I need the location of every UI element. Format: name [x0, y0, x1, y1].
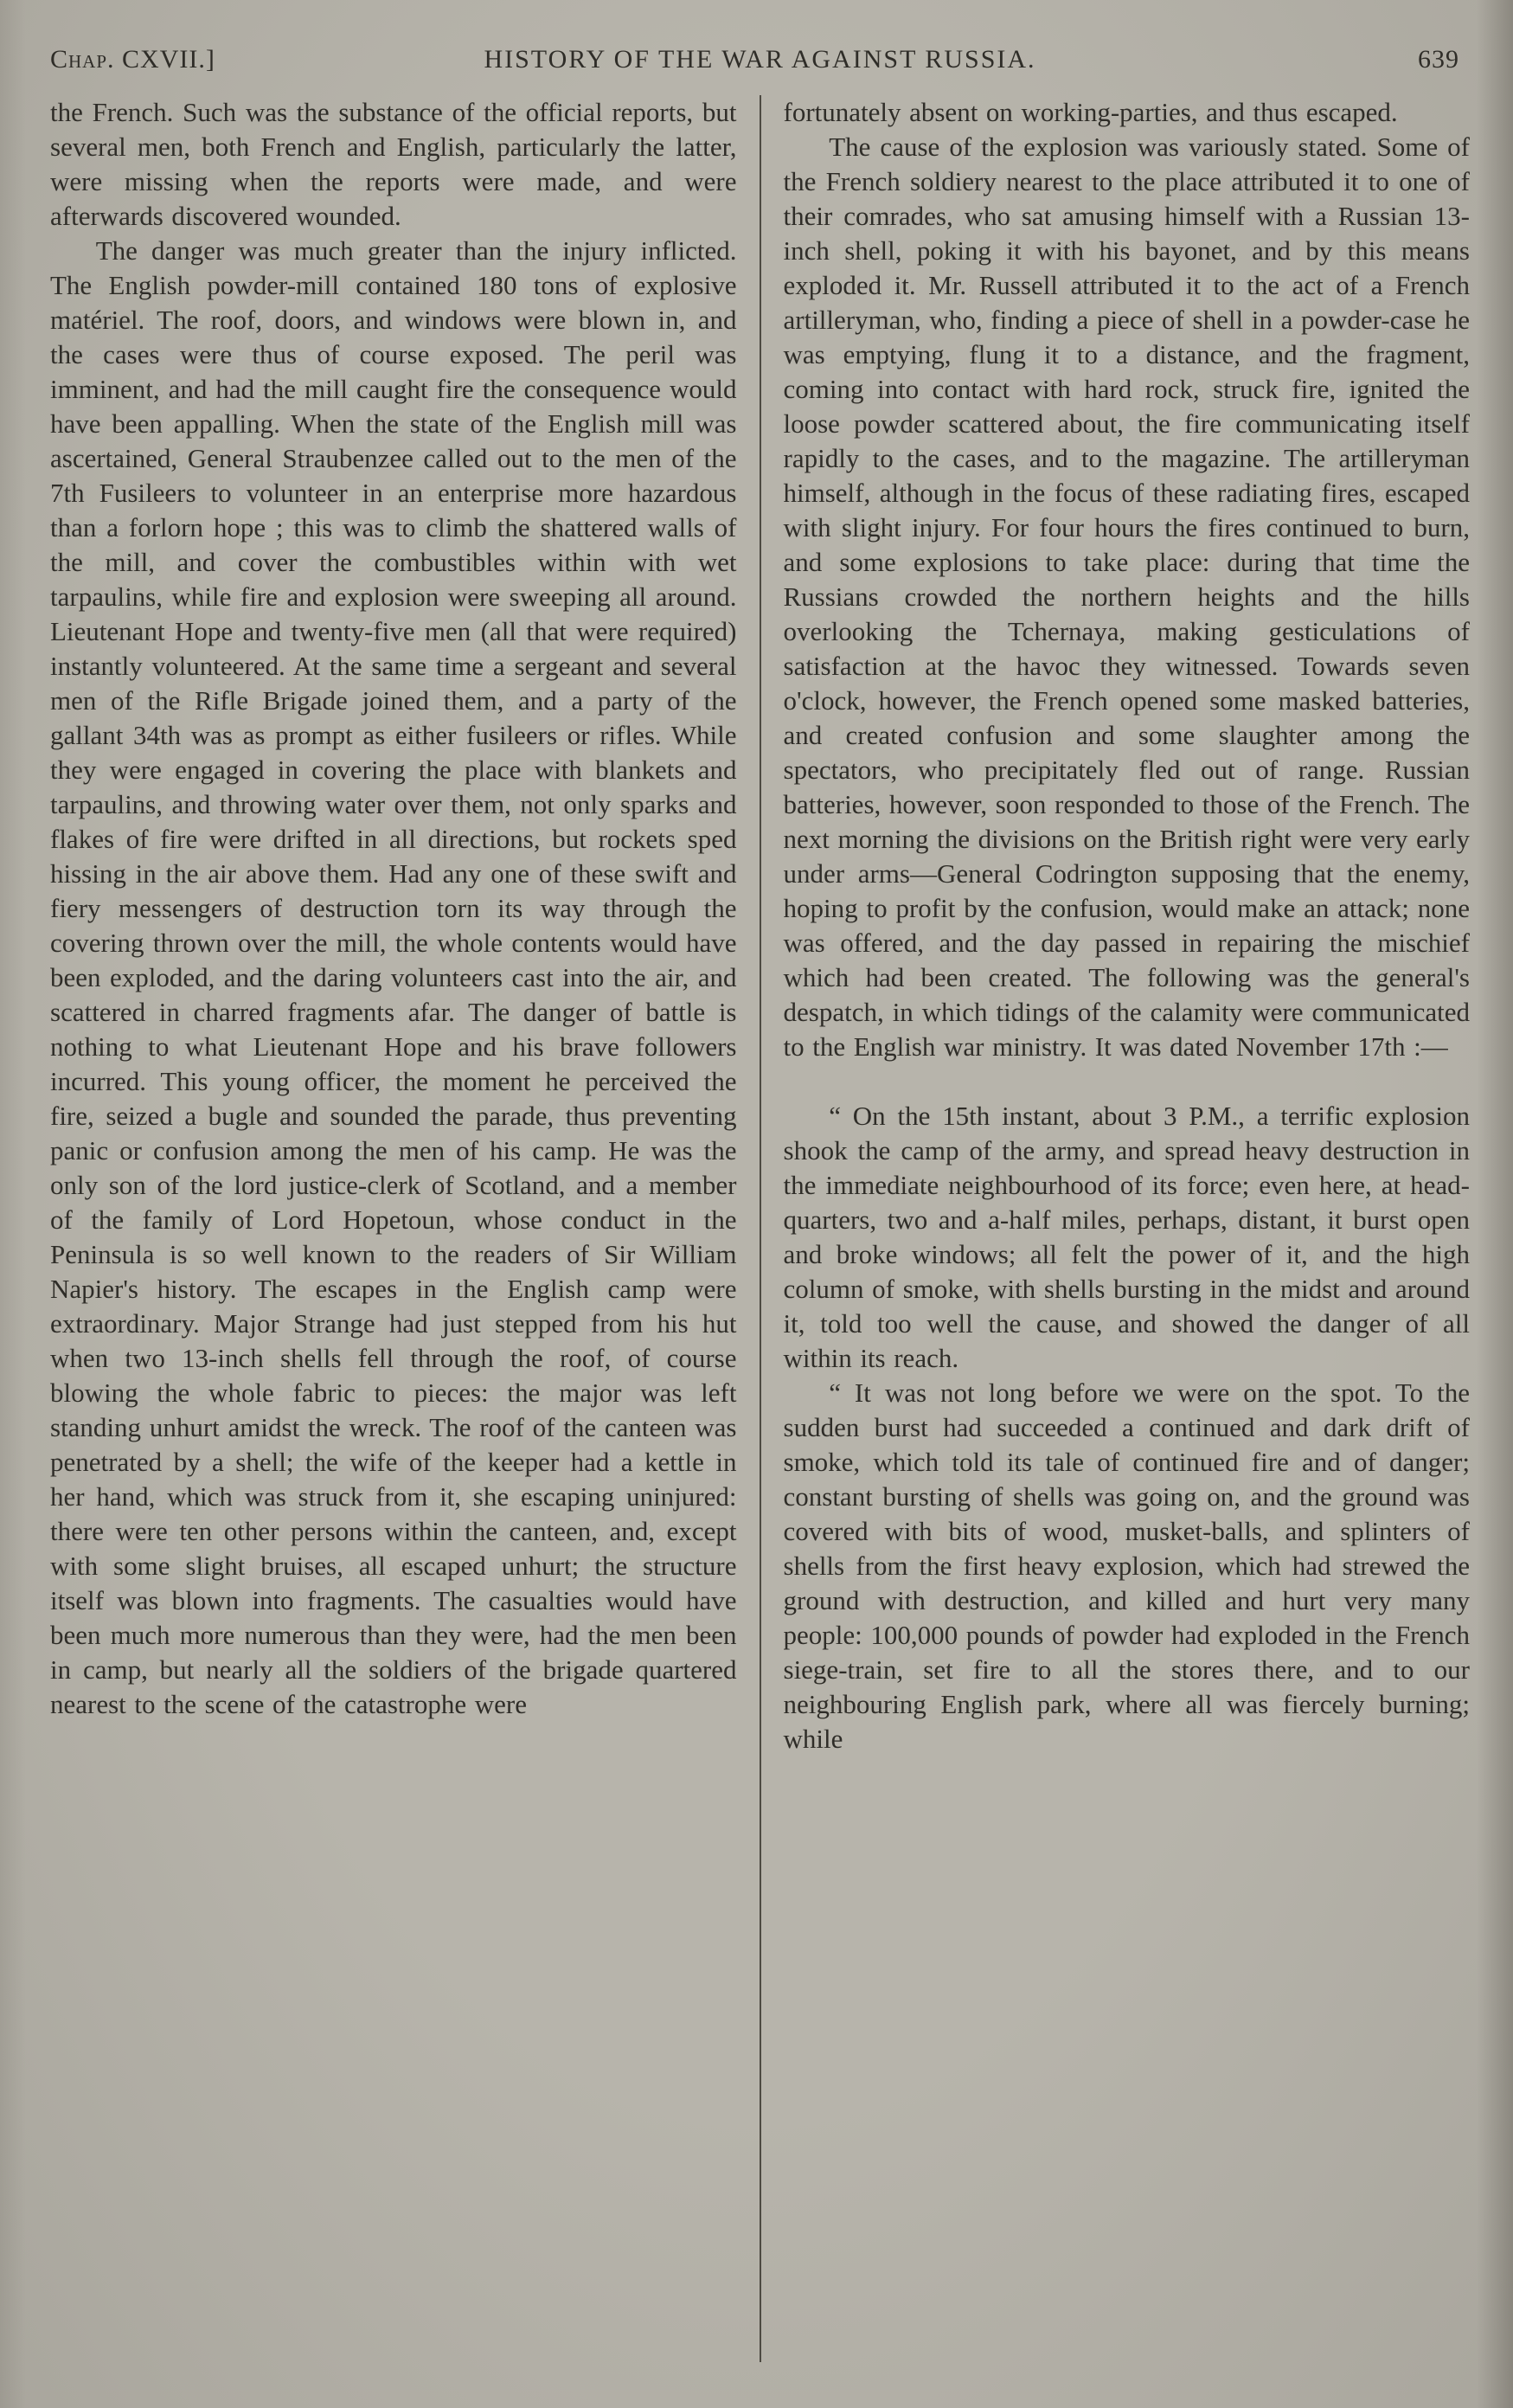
right-column	[761, 95, 1471, 2362]
page-number: 639	[1418, 45, 1459, 74]
left-column	[50, 95, 760, 2362]
paragraph-despatch-first: “ On the 15th instant, about 3 P.M., a terrific explosion shook the camp of the army, and spread heavy destruction in the immediate neighbourhood of its force; even here, at head-quarters, two and a-half miles, perhaps, distant, it burst open and broke windows; all felt the power of it, and the high column of smoke, with shells bursting in the midst and around it, told too well the cause, and showed the danger of all within its reach.	[783, 1101, 1470, 1373]
text-columns	[50, 95, 1470, 2362]
page-header	[50, 45, 1470, 83]
paragraph-right-continuation: fortunately absent on working-parties, and thus escaped.	[783, 97, 1398, 127]
paragraph-left-continuation: the French. Such was the substance of the official reports, but several men, both French and English, particularly the latter, were missing when the reports were made, and were afterwards discovered wounded.	[50, 97, 737, 231]
page-title: HISTORY OF THE WAR AGAINST RUSSIA.	[484, 45, 1036, 74]
paragraph-right-cause: The cause of the explosion was variously stated. Some of the French soldiery nearest to the place attributed it to one of their comrades, who sat amusing himself with a Russian 13-inch shell, poking it with his bayonet, and by this means exploded it. Mr. Russell attributed it to the act of a French artilleryman, who, finding a piece of shell in a powder-case he was emptying, flung it to a distance, and the fragment, coming into contact with hard rock, struck fire, ignited the loose powder scattered about, the fire communicating itself rapidly to the cases, and to the magazine. The artilleryman himself, although in the focus of these radiating fires, escaped with slight injury. For four hours the fires continued to burn, and some explosions to take place: during that time the Russians crowded the northern heights and the hills overlooking the Tchernaya, making gesticulations of satisfaction at the havoc they witnessed. Towards seven o'clock, however, the French opened some masked batteries, and created confusion and some slaughter among the spectators, who precipitately fled out of range. Russian batteries, however, soon responded to those of the French. The next morning the divisions on the British right were very early under arms—General Codrington supposing that the enemy, hoping to profit by the confusion, would make an attack; none was offered, and the day passed in repairing the mischief which had been created. The following was the general's despatch, in which tidings of the calamity were communicated to the English war ministry. It was dated November 17th :—	[783, 132, 1470, 1062]
chapter-label: Chap. CXVII.]	[50, 45, 215, 74]
paragraph-despatch-second: “ It was not long before we were on the spot. To the sudden burst had succeeded a continued and dark drift of smoke, which told its tale of continued fire and of danger; constant bursting of shells was going on, and the ground was covered with bits of wood, musket-balls, and splinters of shells from the first heavy explosion, which had strewed the ground with destruction, and killed and hurt very many people: 100,000 pounds of powder had exploded in the French siege-train, set fire to all the stores there, and to our neighbouring English park, where all was fiercely burning; while	[783, 1377, 1470, 1754]
paragraph-left-danger: The danger was much greater than the injury inflicted. The English powder-mill contained 180 tons of explosive matériel. The roof, doors, and windows were blown in, and the cases were thus of course exposed. The peril was imminent, and had the mill caught fire the consequence would have been appalling. When the state of the English mill was ascertained, General Straubenzee called out to the men of the 7th Fusileers to volunteer in an enterprise more hazardous than a forlorn hope ; this was to climb the shattered walls of the mill, and cover the combustibles within with wet tarpaulins, while fire and explosion were sweeping all around. Lieutenant Hope and twenty-five men (all that were required) instantly volunteered. At the same time a sergeant and several men of the Rifle Brigade joined them, and a party of the gallant 34th was as prompt as either fusileers or rifles. While they were engaged in covering the place with blankets and tarpaulins, and throwing water over them, not only sparks and flakes of fire were drifted in all directions, but rockets sped hissing in the air above them. Had any one of these swift and fiery messengers of destruction torn its way through the covering thrown over the mill, the whole contents would have been exploded, and the daring volunteers cast into the air, and scattered in charred fragments afar. The danger of battle is nothing to what Lieutenant Hope and his brave followers incurred. This young officer, the moment he perceived the fire, seized a bugle and sounded the parade, thus preventing panic or confusion among the men of his camp. He was the only son of the lord justice-clerk of Scotland, and a member of the family of Lord Hopetoun, whose conduct in the Peninsula is so well known to the readers of Sir William Napier's history. The escapes in the English camp were extraordinary. Major Strange had just stepped from his hut when two 13-inch shells fell through the roof, of course blowing the whole fabric to pieces: the major was left standing unhurt amidst the wreck. The roof of the canteen was penetrated by a shell; the wife of the keeper had a kettle in her hand, which was struck from it, she escaping uninjured: there were ten other persons within the canteen, and, except with some slight bruises, all escaped unhurt; the structure itself was blown into fragments. The casualties would have been much more numerous than they were, had the men been in camp, but nearly all the soldiers of the brigade quartered nearest to the scene of the catastrophe were	[50, 235, 737, 1719]
